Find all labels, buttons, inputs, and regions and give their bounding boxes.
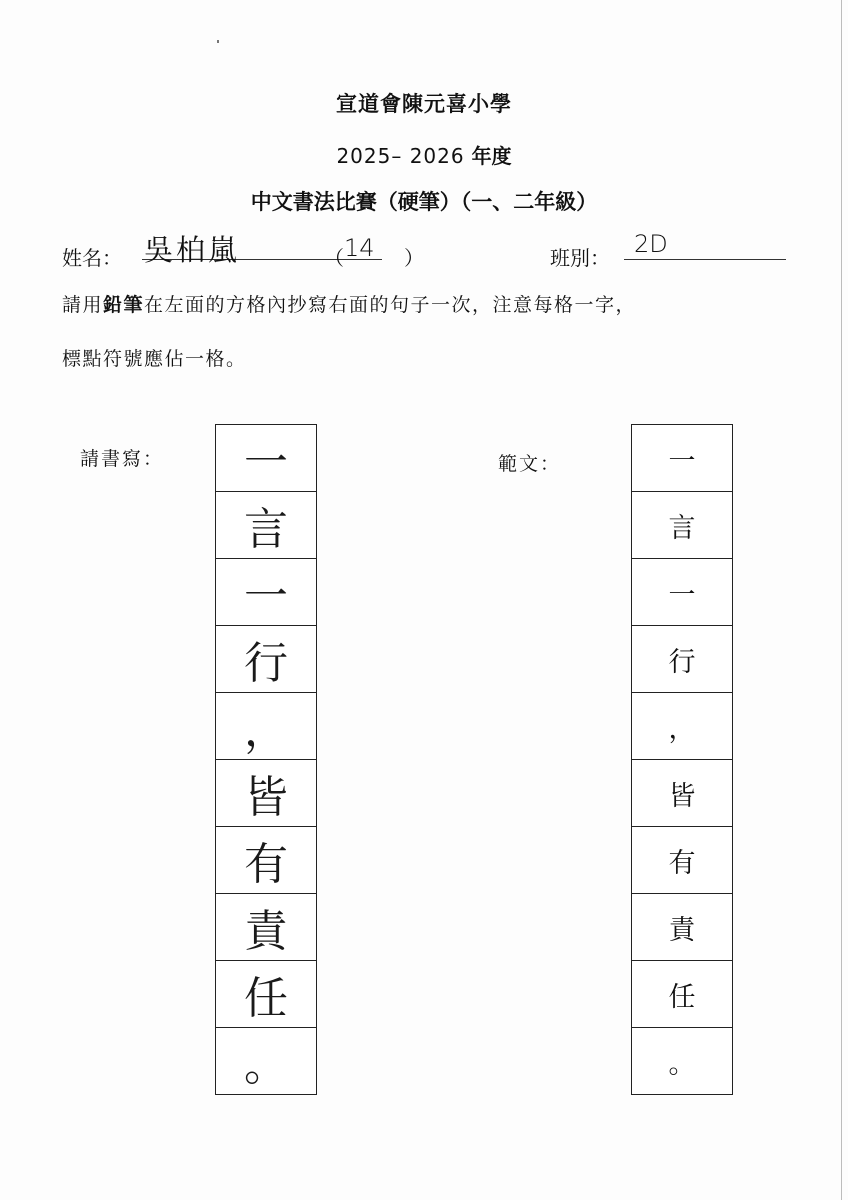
school-year xyxy=(0,140,848,169)
name-field[interactable]: 吳柏嵐 xyxy=(142,228,382,260)
scan-edge-line xyxy=(841,0,842,1200)
model-text-cell: 任 xyxy=(632,961,732,1028)
student-number-open-paren: （ xyxy=(324,246,344,270)
class-field[interactable]: 2D xyxy=(624,230,786,260)
model-text-cell: 皆 xyxy=(632,760,732,827)
model-label: 範文： xyxy=(498,453,562,475)
instruction-line-1-post: 在左面的方格內抄寫右面的句子一次，注意每格一字， xyxy=(144,294,637,316)
student-number-field[interactable]: 14 xyxy=(344,234,375,262)
writing-grid-cell[interactable]: 一 xyxy=(216,425,316,492)
model-text-grid xyxy=(631,424,733,1095)
writing-grid-cell[interactable]: 責 xyxy=(216,894,316,961)
writing-grid-cell[interactable]: 一 xyxy=(216,559,316,626)
writing-grid-cell[interactable]: 有 xyxy=(216,827,316,894)
writing-grid-cell[interactable]: 任 xyxy=(216,961,316,1028)
instruction-line-1 xyxy=(62,290,636,317)
model-text-cell: 言 xyxy=(632,492,732,559)
school-year-range: 2025– 2026 xyxy=(336,144,465,168)
writing-grid-cell[interactable]: 皆 xyxy=(216,760,316,827)
writing-grid xyxy=(215,424,317,1095)
model-text-cell: 一 xyxy=(632,425,732,492)
writing-grid-cell[interactable]: 行 xyxy=(216,626,316,693)
school-name: 宣道會陳元喜小學 xyxy=(336,91,512,116)
model-text-cell: 一 xyxy=(632,559,732,626)
scan-speck xyxy=(217,40,219,43)
school-year-suffix: 年度 xyxy=(471,144,512,168)
writing-grid-cell[interactable]: 言 xyxy=(216,492,316,559)
name-label: 姓名： xyxy=(62,246,122,270)
model-text-cell: 行 xyxy=(632,626,732,693)
student-number-close-paren: ） xyxy=(404,246,424,270)
writing-grid-cell[interactable]: ， xyxy=(216,693,316,760)
competition-title: 中文書法比賽（硬筆）（一、二年級） xyxy=(250,189,598,214)
instruction-line-1-pre: 請用 xyxy=(62,294,104,316)
student-info-row xyxy=(62,230,792,270)
model-text-cell: 。 xyxy=(632,1028,732,1095)
writing-grid-cell[interactable]: 。 xyxy=(216,1028,316,1095)
model-text-cell: 有 xyxy=(632,827,732,894)
write-label: 請書寫： xyxy=(80,448,165,470)
instruction-line-1-bold: 鉛筆 xyxy=(103,294,145,316)
instruction-line-2: 標點符號應佔一格。 xyxy=(62,348,247,370)
class-label: 班別： xyxy=(550,246,610,270)
model-text-cell: ， xyxy=(632,693,732,760)
model-text-cell: 責 xyxy=(632,894,732,961)
